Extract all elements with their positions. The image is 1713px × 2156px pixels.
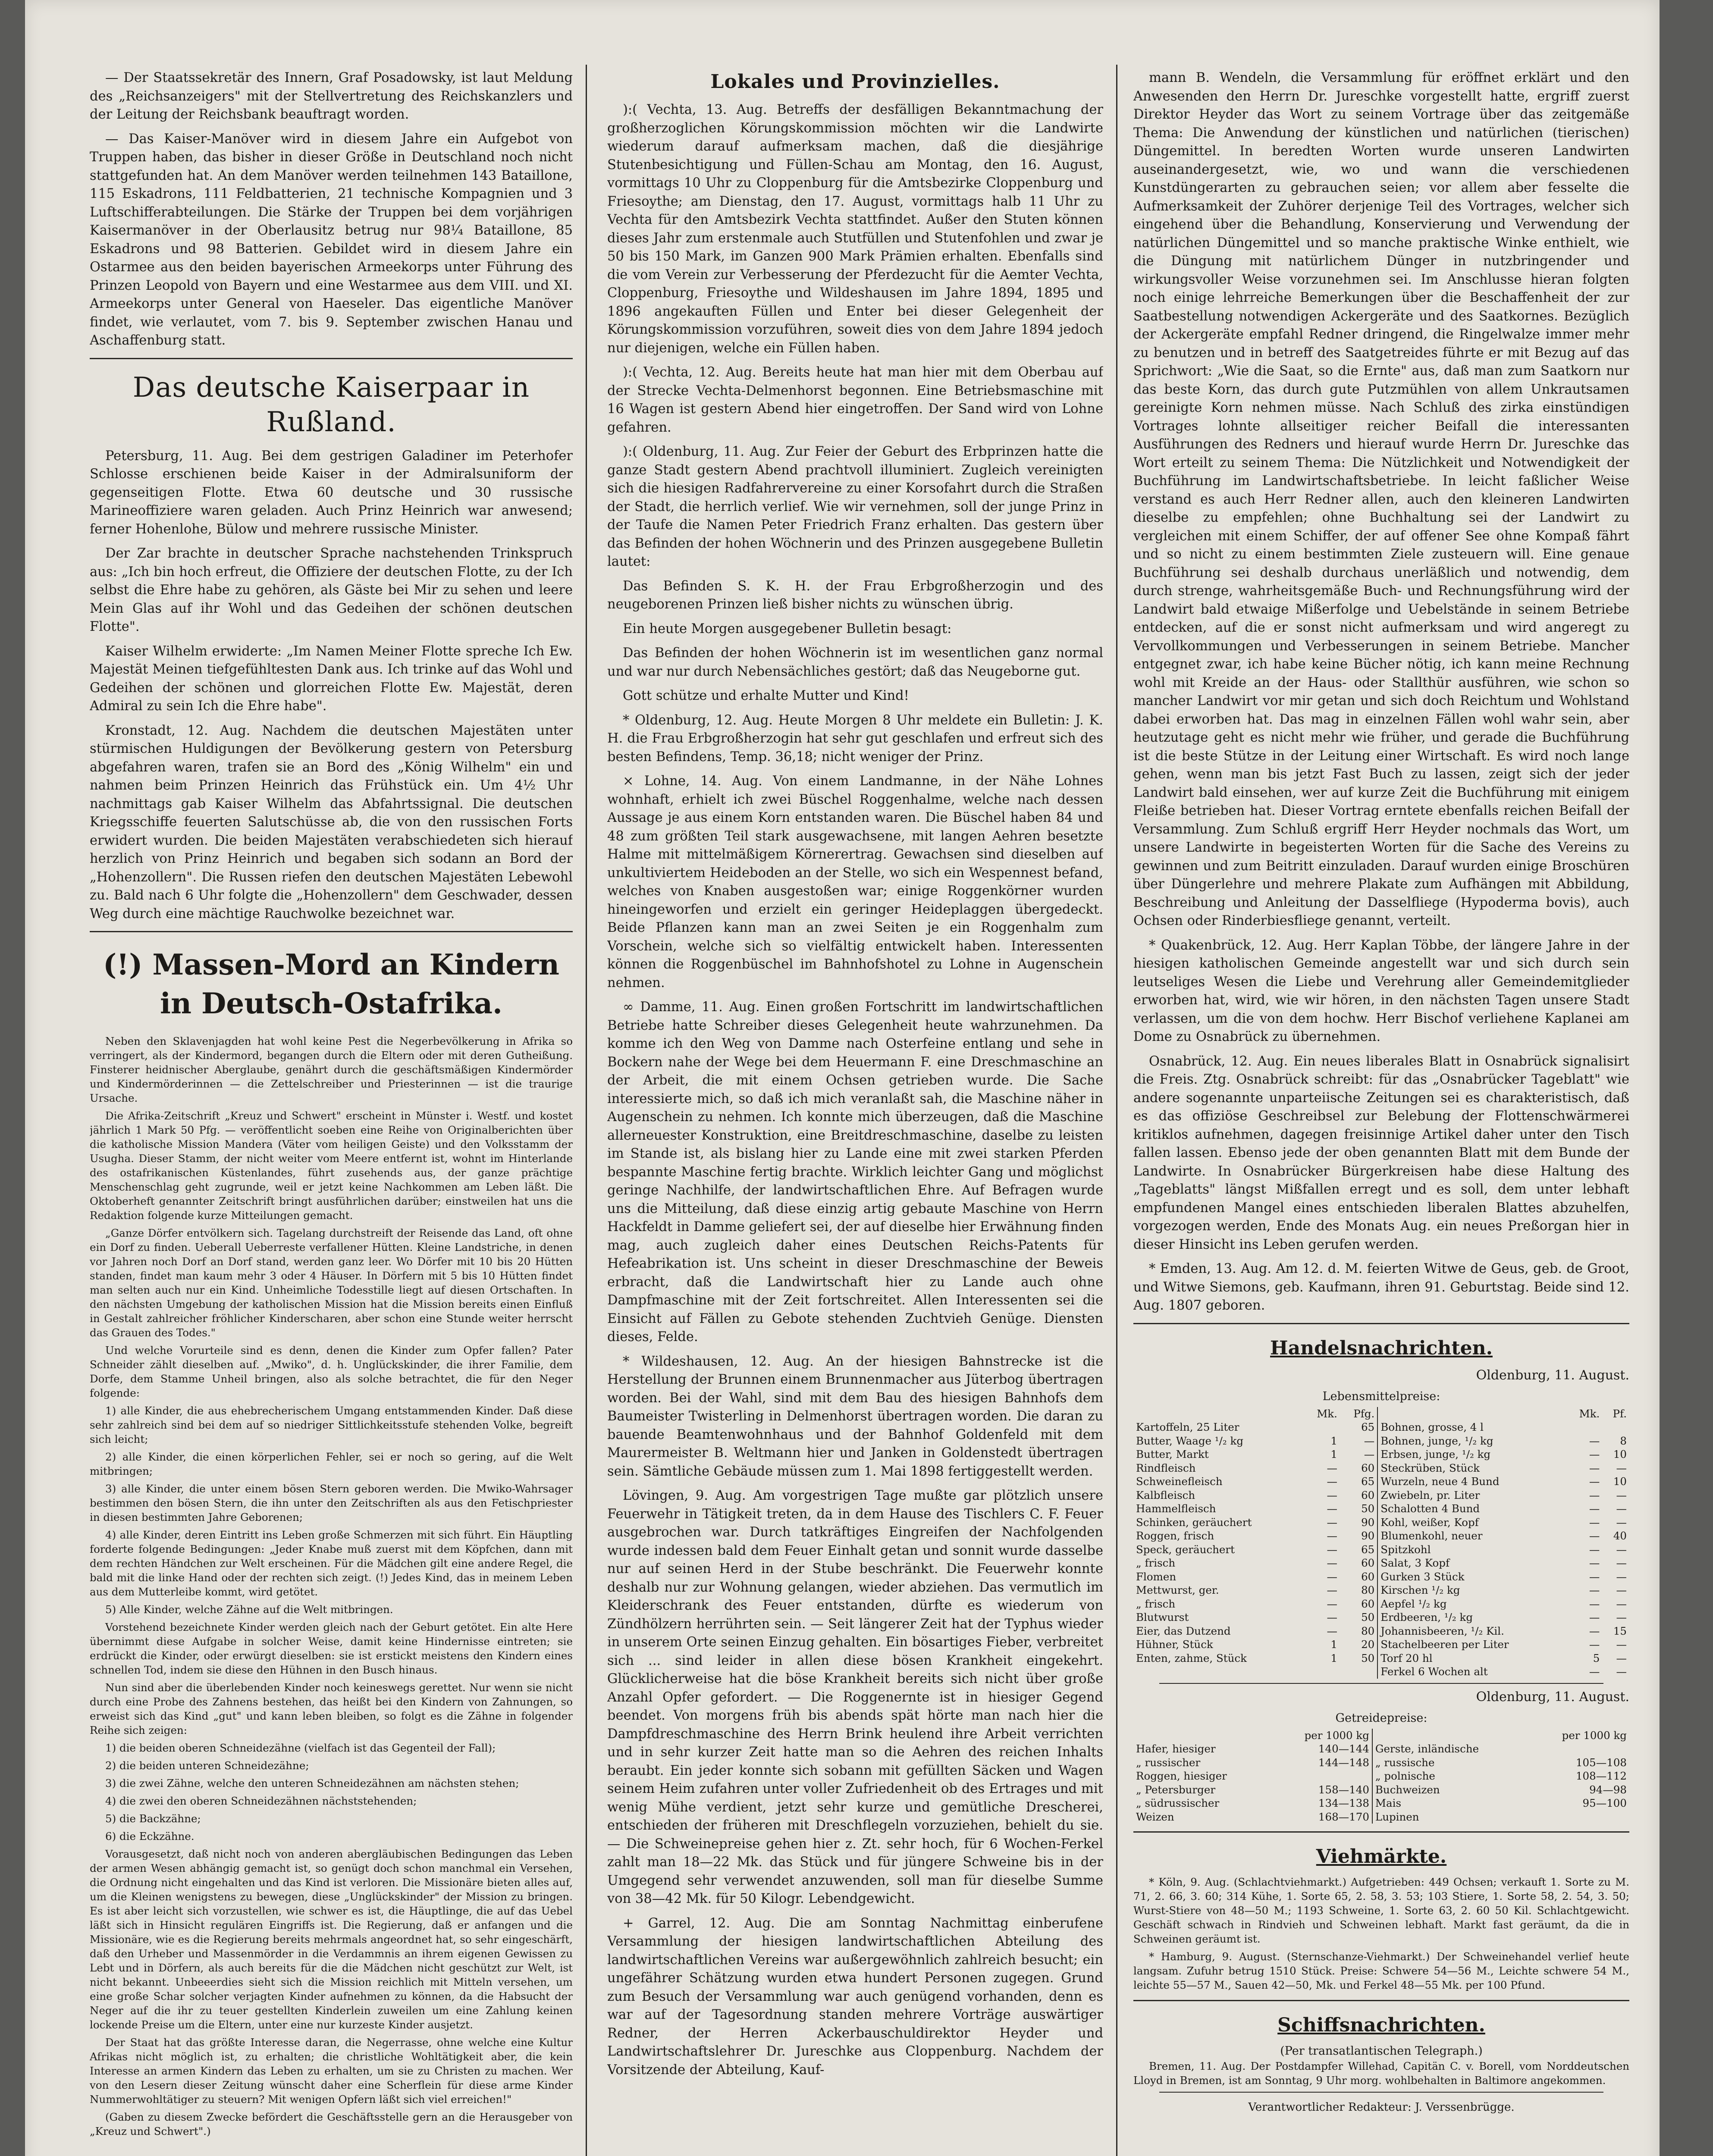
article-paragraph: * Emden, 13. Aug. Am 12. d. M. feierten Witwe de Geus, geb. de Groot, und Witwe Siemons, geb. Kaufmann, ihren 91. Geburtstag. Beide sind 12. Aug. 1807 geboren. <box>1133 1261 1629 1313</box>
table-row <box>1133 1434 1629 1448</box>
price-cell: Gurken 3 Stück <box>1380 1570 1465 1583</box>
price-cell: Torf 20 hl <box>1380 1651 1433 1664</box>
price-cell: „ Petersburger <box>1136 1783 1216 1796</box>
table-row <box>1133 1448 1629 1461</box>
price-cell: Johannisbeeren, ¹/₂ Kil. <box>1380 1624 1504 1637</box>
price-cell <box>1529 1810 1629 1824</box>
table-row <box>1133 1502 1629 1516</box>
price-cell: — <box>1589 1584 1600 1596</box>
price-cell: Salat, 3 Kopf <box>1380 1557 1450 1569</box>
article-paragraph: × Lohne, 14. Aug. Von einem Landmanne, in der Nähe Lohnes wohnhaft, erhielt ich zwei Büschel Roggenhalme, welche nach dessen Aussage je aus einem Korn entstanden waren. Die Büschel haben 84 und 48 zum größten Teil stark ausgewachsene, mit langen Aehren besetzte Halme mit mittelmäßigem Körnerertrag. Gewachsen sind dieselben auf unkultiviertem Heideboden an der Stelle, wo sich ein Wespennest befand, welches von Knaben ausgestoßen war; einige Roggenkörner wurden hineingeworfen und erzielt ein geringer Heideplaggen übergedeckt. Beide Pflanzen kann man an zwei Seiten je ein Roggenhalm zum Vorschein, welche sich so vielfältig entwickelt haben. Interessenten können die Roggenbüschel im Bahnhofshotel zu Lohne in Augenschein nehmen. <box>607 774 1103 990</box>
article-paragraph: Nun sind aber die überlebenden Kinder noch keineswegs gerettet. Nur wenn sie nicht durch eine Probe des Zahnens bestehen, das heißt bei den Kindern von Zahnungen, so erweist sich das Kind „gut" und kann leben bleiben, so folgt es die Zähne in folgender Reihe sich zeigen: <box>90 1681 573 1736</box>
price-cell: — <box>1589 1475 1600 1488</box>
price-cell: — <box>1589 1529 1600 1542</box>
article-paragraph: Die Afrika-Zeitschrift „Kreuz und Schwert" erscheint in Münster i. Westf. und kostet jährlich 1 Mark 50 Pfg. — veröffentlicht soeben eine Reihe von Originalberichten über die katholische Mission Mandera (Väter vom heiligen Geiste) und den Volksstamm der Usugha. Dieser Stamm, der nicht weiter vom Meere entfernt ist, wohnt im Hinterlande des ostafrikanischen Küstenlandes, führt zusehends aus, der ganze prächtige Menschenschlag geht zugrunde, weil er jetzt keine Nachkommen am Leben läßt. Die Oktoberheft genannter Zeitschrift bringt ausführlichen darüber; einstweilen hat uns die Redaktion folgende kurze Mitteilungen gemacht. <box>90 1109 573 1222</box>
price-cell: 60 <box>1340 1489 1377 1502</box>
table-row <box>1133 1597 1629 1611</box>
price-cell: — <box>1616 1516 1627 1529</box>
article-paragraph: Das Befinden S. K. H. der Frau Erbgroßherzogin und des neugeborenen Prinzen ließ bisher nichts zu wünschen übrig. <box>607 578 1103 612</box>
price-cell: „ russischer <box>1136 1756 1201 1769</box>
article-paragraph: 3) alle Kinder, die unter einem bösen Stern geboren werden. Die Mwiko-Wahrsager bestimmen den bösen Stern, die ihn unter den Zeitschriften als aus den Fetischpriester in diesen bestimmten Jahre Geborenen; <box>90 1482 573 1523</box>
price-cell: — <box>1616 1570 1627 1583</box>
price-cell: 5 <box>1593 1651 1600 1664</box>
price-cell: Kohl, weißer, Kopf <box>1380 1516 1479 1529</box>
price-cell: — <box>1589 1434 1600 1447</box>
divider <box>1133 2000 1629 2001</box>
article-paragraph: 6) die Eckzähne. <box>105 1830 195 1843</box>
column-2 <box>607 69 1103 2156</box>
price-cell: 90 <box>1340 1516 1377 1529</box>
article-paragraph: „Ganze Dörfer entvölkern sich. Tagelang durchstreift der Reisende das Land, oft ohne ein Dorf zu finden. Ueberall Ueberreste verfallener Hütten. Kleine Landstriche, in denen vor Jahren noch Dorf an Dorf stand, werden ganz leer. Wo Dörfer mit 10 bis 20 Hütten standen, findet man kaum mehr 3 oder 4 Häuser. In Dörfern mit 5 bis 10 Hütten findet man selten auch nur ein Kind. Unheimliche Todesstille liegt auf diesen Ortschaften. In den nächsten Umgebung der katholischen Mission hat die Mission bereits einen Einfluß in Gestalt zahlreicher fröhlicher Kinderscharen, aber schon eine Stunde weiter herrscht das Grauen des Todes." <box>90 1227 573 1339</box>
table-row <box>1133 1638 1629 1651</box>
table-row <box>1133 1583 1629 1597</box>
price-cell: 158—140 <box>1271 1783 1372 1797</box>
price-cell: Ferkel 6 Wochen alt <box>1380 1665 1488 1678</box>
table-row <box>1133 1611 1629 1624</box>
price-cell: Hühner, Stück <box>1136 1638 1213 1651</box>
table-row <box>1133 1543 1629 1557</box>
price-cell: 50 <box>1340 1502 1377 1516</box>
article-paragraph: 3) die zwei Zähne, welche den unteren Schneidezähnen am nächsten stehen; <box>105 1777 519 1789</box>
lokales-body <box>607 101 1103 2079</box>
article-paragraph: ):( Oldenburg, 11. Aug. Zur Feier der Geburt des Erbprinzen hatte die ganze Stadt gestern Abend prachtvoll illuminiert. Zugleich vereinigten sich die hiesigen Radfahrervereine zu einer Korsofahrt durch die Straßen der Stadt, die herrlich verlief. Wie wir vernehmen, soll der junge Prinz in der Taufe die Namen Peter Friedrich Franz erhalten. Das gestern über das Befinden der hohen Wöchnerin und des Prinzen ausgegebene Bulletin lautet: <box>607 444 1103 569</box>
table-row <box>1133 1556 1629 1570</box>
article-paragraph: ):( Vechta, 13. Aug. Betreffs der desfälligen Bekanntmachung der großherzoglichen Körungskommission möchten wir die Landwirte wiederum darauf aufmerksam machen, daß die diesjährige Stutenbesichtigung und Füllen-Schau am Montag, den 16. August, vormittags 10 Uhr zu Cloppenburg für die Amtsbezirke Cloppenburg und Friesoythe; am Dienstag, den 17. August, vormittags halb 11 Uhr zu Vechta für den Amtsbezirk Vechta stattfindet. Außer den Stuten können dieses Jahr zum erstenmale auch Stutfüllen und Stutenfohlen und zwar je 50 bis 150 Mark, im Ganzen 900 Mark Prämien erhalten. Ebenfalls sind die vom Verein zur Verbesserung der Pferdezucht für die Aemter Vechta, Cloppenburg, Friesoythe und Wildeshausen im Jahre 1894, 1895 und 1896 angekauften Füllen und Enter bei dieser Gelegenheit der Körungskommission vorzuführen, soweit dies von dem Jahre 1894 jedoch nur diejenigen, welche ein Füllen haben. <box>607 102 1103 356</box>
column-rule <box>1116 65 1117 2156</box>
divider <box>1159 2092 1603 2093</box>
price-cell: — <box>1589 1502 1600 1515</box>
price-cell: 65 <box>1340 1420 1377 1434</box>
price-cell: Aepfel ¹/₂ kg <box>1380 1597 1447 1610</box>
price-cell: Schalotten 4 Bund <box>1380 1502 1480 1515</box>
col-header: Pf. <box>1613 1407 1627 1420</box>
table-row <box>1133 1420 1629 1434</box>
price-cell: — <box>1616 1557 1627 1569</box>
price-cell <box>1566 1420 1602 1434</box>
price-cell: — <box>1327 1557 1337 1569</box>
col-header: per 1000 kg <box>1562 1729 1627 1742</box>
price-cell: 60 <box>1340 1461 1377 1475</box>
news-posadowsky: — Der Staatssekretär des Innern, Graf Posadowsky, ist laut Meldung des „Reichsanzeigers" mit der Stellvertretung des Reichskanzlers und der Leitung der Reichsbank beauftragt worden. <box>90 70 573 122</box>
table-row <box>1133 1489 1629 1502</box>
table-row <box>1133 1756 1629 1770</box>
divider <box>1159 1683 1603 1684</box>
price-cell: — <box>1616 1489 1627 1501</box>
schiff-paragraph: Bremen, 11. Aug. Der Postdampfer Willehad, Capitän C. v. Borell, vom Norddeutschen Lloyd in Bremen, ist am Sonntag, 9 Uhr morg. wohlbehalten in Baltimore angekommen. <box>1133 2060 1629 2087</box>
price-cell: — <box>1616 1665 1627 1678</box>
price-cell: 134—138 <box>1271 1796 1372 1810</box>
price-cell: Mettwurst, ger. <box>1136 1584 1219 1596</box>
price-cell: 144—148 <box>1271 1756 1372 1770</box>
article-paragraph: * Quakenbrück, 12. Aug. Herr Kaplan Többe, der längere Jahre in der hiesigen katholischen Gemeinde angestellt war und sich durch sein leutseliges Wesen die Liebe und Verehrung aller Gemeindemitglieder erworben hat, wird, wie wir hören, in den nächsten Tagen unsere Stadt verlassen, um die von dem hochw. Herr Bischof verliehene Kaplanei am Dome zu Osnabrück zu übernehmen. <box>1133 937 1629 1044</box>
price-cell <box>1271 1769 1372 1783</box>
price-cell: — <box>1616 1461 1627 1474</box>
price-cell: — <box>1589 1665 1600 1678</box>
col-header: Pfg. <box>1340 1407 1377 1421</box>
vieh-paragraph: * Hamburg, 9. August. (Sternschanze-Viehmarkt.) Der Schweinehandel verlief heute langsam. Zufuhr betrug 1510 Stück. Preise: Schwere 54—56 M., Leichte schwere 54 M., leichte 55—57 M., Sauen 42—50, Mk. und Ferkel 48—55 Mk. per 100 Pfund. <box>1133 1950 1629 1991</box>
article-paragraph: (Gaben zu diesem Zwecke befördert die Geschäftsstelle gern an die Herausgeber von „Kreuz und Schwert".) <box>90 2111 573 2137</box>
price-cell: 1 <box>1330 1651 1337 1664</box>
price-cell: 140—144 <box>1271 1742 1372 1756</box>
table-row <box>1133 1810 1629 1824</box>
article-paragraph: Vorstehend bezeichnete Kinder werden gleich nach der Geburt getötet. Ein alte Here übernimmt diese Aufgabe in solcher Weise, damit keine Hindernisse eintreten; sie erdrückt die Kinder, oder erwürgt dieselben: sie ist erstickt meistens den Kindern eines schnellen Tod, indem sie diese den Hühnen in den Busch hinaus. <box>90 1621 573 1676</box>
price-cell: 50 <box>1340 1611 1377 1624</box>
price-cell: — <box>1327 1543 1337 1556</box>
price-cell: — <box>1327 1475 1337 1488</box>
article-paragraph: Ein heute Morgen ausgegebener Bulletin besagt: <box>623 621 952 636</box>
article-paragraph: Neben den Sklavenjagden hat wohl keine Pest die Negerbevölkerung in Afrika so verringert, als der Kindermord, begangen durch die Eltern oder mit deren Gutheißung. Finsterer heidnischer Aberglaube, genährt durch die geschäftsmäßigen Kindermörder und Kindermörderinnen — die Zettelschreiber und Priesterinnen — ist die traurige Ursache. <box>90 1035 573 1104</box>
article-paragraph: mann B. Wendeln, die Versammlung für eröffnet erklärt und den Anwesenden den Herrn Dr. Jureschke vorgestellt hatte, ergriff zuerst Direktor Heyder das Wort zu seinem Vortrage über das zeitgemäße Thema: Die Anwendung der künstlichen und natürlichen (tierischen) Düngemittel. In beredten Worten wurde unseren Landwirten auseinandergesetzt, wie, wo und wann die verschiedenen Kunstdüngerarten zu gebrauchen seien; vor allem aber fesselte die Aufmerksamkeit der Zuhörer derjenige Teil des Vortrages, welcher sich eingehend über die Behandlung, Konservierung und Verwendung der natürlichen Düngemittel und so manche praktische Winke enthielt, wie die Düngung mit natürlichem Dünger in nutzbringender und wirkungsvoller Weise vorzunehmen sei. Im Anschlusse hieran folgten noch einige lehrreiche Bemerkungen über die Beschaffenheit der zur Saatbestellung notwendigen Ackergeräte und des Saatkornes. Bezüglich der Ackergeräte empfahl Redner dringend, die Ringelwalze immer mehr zu benutzen und in betreff des Saatgetreides führte er mit Bezug auf das Sprichwort: „Wie die Saat, so die Ernte" aus, daß man zum Saatkorn nur das beste Korn, das durch gute Putzmühlen von allem Unkrautsamen gereinigte Korn nehmen müsse. Nach Schluß des zirka einstündigen Vortrages lohnte allseitiger reicher Beifall die interessanten Ausführungen des Redners und hierauf wurde Herrn Dr. Jureschke das Wort erteilt zu seinem Thema: Die Nützlichkeit und Notwendigkeit der Buchführung im Landwirtschaftsbetriebe. In leicht faßlicher Weise verstand es auch Herr Redner allen, auch den kleineren Landwirten dieselbe zu empfehlen; ohne Buchhaltung sei der Landwirt zu vergleichen mit einem Schiffer, der auf offener See ohne Kompaß fährt und so nicht zu einem bestimmten Ziele zusteuern will. Eine genaue Buchführung sei deshalb durchaus unerläßlich und notwendig, dem durch strenge, wahrheitsgemäße Buch- und Rechnungsführung wird der Landwirt bald etwaige Mißerfolge und Uebelstände in seinem Betriebe entdecken, auf die er sonst nicht aufmerksam und wird angeregt zu Vervollkommungen und Verbesserungen in seinem Betriebe. Mancher entgegnet zwar, ich habe keine Bücher nötig, ich kann meine Rechnung wohl mit Kreide an der Haus- oder Stallthür ausführen, wie schon so mancher Landwirt vor mir getan und sich doch Reichtum und Wohlstand dabei erworben hat. Das mag in einzelnen Fällen wohl wahr sein, aber heutzutage geht es nicht mehr wie früher, und gerade die Buchführung ist die beste Stütze in der Leitung einer Wirtschaft. Es wird noch lange gehen, wenn man bis jetzt Fast Buch zu lassen, zeigt sich der jeder Landwirt bald einsehen, wer auf kurze Zeit die Buchführung mit einigem Fleiße betrieben hat. Dieser Vortrag erntete ebenfalls reichen Beifall der Versammlung. Zum Schluß ergriff Herr Heyder nochmals das Wort, um unsere Landwirte in begeisterten Worten für die Sache des Vereins zu gewinnen und zum Beitritt einzuladen. Darauf wurden einige Broschüren über Düngerlehre und mehrere Plakate zum Aufhängen mit Abbildung, Beschreibung und Anleitung der Dasselfliege (Hypoderma bovis), auch Ochsen oder Rinderbiesfliege genannt, verteilt. <box>1133 70 1629 928</box>
price-cell: 168—170 <box>1271 1810 1372 1824</box>
article-paragraph: * Wildeshausen, 12. Aug. An der hiesigen Bahnstrecke ist die Herstellung der Brunnen einem Brunnenmacher aus Jüterbog übertragen worden. Bei der Wahl, sind mit dem Bau des hiesigen Bahnhofs dem Baumeister Twisterling in Delmenhorst übertragen worden. Die daran zu bauende Beamtenwohnhaus und der Bahnhof Goldenfeld mit dem Maurermeister B. Weltmann hier und Janken in Goldenstedt übertragen sein. Sämtliche Gebäude müssen zum 1. Mai 1898 fertiggestellt werden. <box>607 1354 1103 1479</box>
article-paragraph: ):( Vechta, 12. Aug. Bereits heute hat man hier mit dem Oberbau auf der Strecke Vechta-Delmenhorst begonnen. Eine Betriebsmaschine mit 16 Wagen ist gestern Abend hier eingetroffen. Der Sand wird von Lohne gefahren. <box>607 365 1103 435</box>
article-paragraph: 1) alle Kinder, die aus ehebrecherischem Umgang entstammenden Kinder. Daß diese sehr zahlreich sind bei dem auf so niedriger Sittlichkeitsstufe stehenden Volke, begreift sich leicht; <box>90 1404 573 1445</box>
price-cell: — <box>1589 1638 1600 1651</box>
article-paragraph: Vorausgesetzt, daß nicht noch von anderen abergläubischen Bedingungen das Leben der armen Wesen abhängig gemacht ist, so genügt doch schon manchmal ein Versehen, die Ordnung nicht eingehalten und das Kind ist verloren. Die Missionäre bieten alles auf, um die Kleinen wenigstens zu bewegen, diese „Unglückskinder" der Mission zu bringen. Es ist aber leicht sich vorzustellen, wie schwer es ist, die Häuptlinge, die auf das Uebel läßt sich in Hinsicht regulären Eingriffs ist. Die Regierung, daß er anfangen und die Missionäre, wie es die Regierung bereits mehrmals angeordnet hat, so sehr eingeschärft, daß den Urheber und Massenmörder in die Verdammnis an ihrem eigenen Gewissen zu Lebt und in Dörfern, als auch bereits für die die Mädchen nicht geschützt zur Welt, ist nicht bekannt. Unbeeerdies sieht sich die Mission reichlich mit Mitteln versehen, um eine große Schar solcher verjagten Kinder aufnehmen zu können, da die Habsucht der Neger auf die ihr zu teuer gestellten Kinderlein zuweilen um eine Zahlung keinen lockende Preise um die Eltern, unter eine nur kurzeste Kinder ausjetzt. <box>90 1848 573 2031</box>
price-cell: — <box>1327 1489 1337 1501</box>
section-title-lokales: Lokales und Provinzielles. <box>710 71 1000 93</box>
price-cell: Hafer, hiesiger <box>1136 1742 1216 1755</box>
price-cell: 15 <box>1613 1624 1627 1637</box>
price-cell: Zwiebeln, pr. Liter <box>1380 1489 1480 1501</box>
col-header: Mk. <box>1579 1407 1600 1420</box>
table-row <box>1133 1651 1629 1665</box>
table-row <box>1133 1742 1629 1756</box>
price-cell: Gerste, inländische <box>1375 1742 1479 1755</box>
article-paragraph: 5) Alle Kinder, welche Zähne auf die Welt mitbringen. <box>105 1603 393 1616</box>
article-paragraph: 4) alle Kinder, deren Eintritt ins Leben große Schmerzen mit sich führt. Ein Häuptling forderte folgende Bedingungen: „Jeder Knabe muß zuerst mit dem Köpfchen, dann mit dem rechten Händchen zur Welt erscheinen. Für die Mädchen gilt eine andere Regel, die bald mit die linke Hand oder der rechten sich zeigt. (!) Jedes Kind, das in meinem Leben aus dem Mutterleibe kommt, wird getötet. <box>90 1529 573 1598</box>
price-cell: — <box>1340 1448 1377 1461</box>
price-cell: — <box>1327 1597 1337 1610</box>
price-cell: — <box>1327 1570 1337 1583</box>
price-cell: Butter, Waage ¹/₂ kg <box>1136 1434 1244 1447</box>
price-cell: 60 <box>1340 1597 1377 1611</box>
kaiserpaar-paragraph: Der Zar brachte in deutscher Sprache nachstehenden Trinkspruch aus: „Ich bin hoch erfreut, die Offiziere der deutschen Flotte, zu der Ich selbst die Ehre habe zu gehören, als Gäste bei Mir zu sehen und leere Mein Glas auf ihr Wohl und das Gedeihen der schönen deutschen Flotte". <box>90 546 573 634</box>
price-cell: 105—108 <box>1575 1756 1627 1769</box>
article-paragraph: * Oldenburg, 12. Aug. Heute Morgen 8 Uhr meldete ein Bulletin: J. K. H. die Frau Erbgroßherzogin hat sehr gut geschlafen und erfreut sich des besten Befindens, Temp. 36,18; nicht weniger der Prinz. <box>607 712 1103 765</box>
price-cell: 108—112 <box>1575 1770 1627 1782</box>
table-row <box>1133 1665 1629 1679</box>
price-cell: Weizen <box>1136 1810 1174 1823</box>
vieh-paragraph: * Köln, 9. Aug. (Schlachtviehmarkt.) Aufgetrieben: 449 Ochsen; verkauft 1. Sorte zu M. 71, 2. 66, 3. 60; 314 Kühe, 1. Sorte 65, 2. 58, 3. 53; 103 Stiere, 1. Sorte 58, 2. 54, 3. 50; Wurst-Stiere von 48—50 M.; 1193 Schweine, 1. Sorte 63, 2. 60 50 Kil. Schlachtgewicht. Geschäft schwach in Rindvieh und Schweinen lebhaft. Markt fast geräumt, da die in Schweinen geräumt ist. <box>1133 1876 1629 1945</box>
price-cell: Kalbfleisch <box>1136 1489 1195 1501</box>
price-cell: — <box>1327 1611 1337 1623</box>
price-cell: — <box>1589 1516 1600 1529</box>
price-cell: — <box>1616 1502 1627 1515</box>
massenmord-body <box>90 1034 573 2138</box>
price-cell: — <box>1589 1611 1600 1623</box>
lebensmittel-title: Lebensmittelpreise: <box>1322 1389 1440 1403</box>
table-row <box>1133 1529 1629 1543</box>
price-cell: — <box>1616 1651 1627 1664</box>
price-cell: Bohnen, junge, ¹/₂ kg <box>1380 1434 1493 1447</box>
price-cell: „ russische <box>1375 1756 1435 1769</box>
massenmord-headline: (!) Massen-Mord an Kindern in Deutsch-Ostafrika. <box>103 948 559 1020</box>
price-cell: — <box>1616 1638 1627 1651</box>
newspaper-page <box>25 0 1660 2156</box>
price-cell: Stachelbeeren per Liter <box>1380 1638 1509 1651</box>
price-cell: 1 <box>1330 1434 1337 1447</box>
price-cell: Schweinefleisch <box>1136 1475 1223 1488</box>
article-paragraph: ∞ Damme, 11. Aug. Einen großen Fortschritt im landwirtschaftlichen Betriebe hatte Schreiber dieses Gelegenheit heute wahrzunehmen. Da komme ich den Weg von Damme nach Osterfeine entlang und sehe in Bockern nahe der Wege bei dem Heuermann F. eine Dreschmaschine an der Arbeit, die mit einem Ochsen getrieben wurde. Die Sache interessierte mich, so daß ich mich veranlaßt sah, die Maschine näher in Augenschein zu nehmen. Ich konnte mich überzeugen, daß die Maschine allerneuester Konstruktion, eine Breitdreschmaschine, daselbe zu leisten im Stande ist, als bislang hier zu Lande eine mit zwei starken Pferden bespannte Maschine fertig brachte. Wirklich leichter Gang und möglichst geringe Nachhilfe, der landwirtschaftlichen Ehre. Auf Befragen wurde uns die Mitteilung, daß diese einzig artig gebaute Maschine von Herrn Hackfeldt in Damme geliefert sei, der auf dieselbe hier Erwähnung finden mag, auch zugleich daher eines Deutschen Reichs-Patents für Hefeabrikation ist. Uns scheint in dieser Dreschmaschine der Beweis erbracht, daß die Landwirtschaft hier zu Lande auch ohne Dampfmaschine mit der Zeit fortschreitet. Allen Interessenten sei die Einsicht auf Fällen zu Gebote stehenden Zuchtvieh Genüge. Diensten dieses, Felde. <box>607 1000 1103 1344</box>
price-cell: Blutwurst <box>1136 1611 1189 1623</box>
price-cell: — <box>1589 1557 1600 1569</box>
price-cell: Lupinen <box>1375 1810 1419 1823</box>
price-cell: Erdbeeren, ¹/₂ kg <box>1380 1611 1473 1623</box>
price-cell <box>1602 1420 1629 1434</box>
price-cell: 80 <box>1340 1583 1377 1597</box>
article-paragraph: 1) die beiden oberen Schneidezähne (vielfach ist das Gegenteil der Fall); <box>105 1742 496 1754</box>
price-cell: Roggen, hiesiger <box>1136 1770 1227 1782</box>
price-cell: — <box>1589 1624 1600 1637</box>
article-paragraph: + Garrel, 12. Aug. Die am Sonntag Nachmittag einberufene Versammlung der hiesigen landwirtschaftlichen Abteilung des landwirtschaftlichen Vereins war außergewöhnlich zahlreich besucht; ein ungefährer Schätzung wurden etwa hundert Personen zugegen. Grund zum Besuch der Versammlung war auch genügend vorhanden, denn es war auf der Tagesordnung standen mehrere Vorträge auswärtiger Redner, der Herren Ackerbauschuldirektor Heyder und Landwirtschaftslehrer Dr. Jureschke aus Cloppenburg. Nachdem der Vorsitzende der Abteilung, Kauf- <box>607 1915 1103 2078</box>
price-cell: 50 <box>1340 1651 1377 1665</box>
price-cell: 10 <box>1613 1448 1627 1460</box>
article-paragraph: 2) die beiden unteren Schneidezähne; <box>105 1759 309 1772</box>
price-cell: Spitzkohl <box>1380 1543 1431 1556</box>
price-cell: 95—100 <box>1582 1797 1627 1809</box>
price-cell: — <box>1589 1597 1600 1610</box>
col3-articles <box>1133 69 1629 1315</box>
price-cell: 60 <box>1340 1570 1377 1584</box>
news-kaisermanoever: — Das Kaiser-Manöver wird in diesem Jahre ein Aufgebot von Truppen haben, das bisher in dieser Größe in Deutschland noch nicht stattgefunden hat. An dem Manöver werden teilnehmen 143 Bataillone, 115 Eskadrons, 111 Feldbatterien, 21 technische Kompagnien und 3 Luftschifferabteilungen. Die Stärke der Truppen bei dem vorjährigen Kaisermanöver in der Oberlausitz betrug nur 98¼ Bataillone, 85 Eskadrons und 98 Batterien. Gebildet wird in diesem Jahre ein Ostarmee aus den beiden bayerischen Armeekorps unter Führung des Prinzen Leopold von Bayern und eine Westarmee aus dem VIII. und XI. Armeekorps unter General von Haeseler. Das eigentliche Manöver findet, wie verlautet, vom 7. bis 9. September zwischen Hanau und Aschaffenburg statt. <box>90 131 573 348</box>
table-row <box>1133 1461 1629 1475</box>
getreide-table <box>1133 1729 1629 1824</box>
price-cell: 40 <box>1613 1529 1627 1542</box>
kaiserpaar-headline: Das deutsche Kaiserpaar in Rußland. <box>132 371 530 438</box>
editor-credit: Verantwortlicher Redakteur: J. Verssenbrügge. <box>1248 2101 1515 2114</box>
price-cell: „ frisch <box>1136 1597 1176 1610</box>
column-rule <box>586 65 587 2156</box>
article-paragraph: 5) die Backzähne; <box>105 1812 201 1825</box>
table-row <box>1133 1796 1629 1810</box>
price-cell: 8 <box>1620 1434 1627 1447</box>
divider <box>90 358 573 359</box>
price-cell: — <box>1327 1516 1337 1529</box>
price-cell: 10 <box>1613 1475 1627 1488</box>
col-header: Mk. <box>1317 1407 1337 1420</box>
table-row <box>1133 1516 1629 1529</box>
article-paragraph: Und welche Vorurteile sind es denn, denen die Kinder zum Opfer fallen? Pater Schneider zählt dieselben auf. „Mwiko", d. h. Unglückskinder, die ihrer Familie, dem Dorfe, dem Stamme Unheil bringen, also als solche betrachtet, die für den Neger folgende: <box>90 1344 573 1399</box>
price-cell: — <box>1589 1543 1600 1556</box>
price-cell: Mais <box>1375 1797 1402 1809</box>
price-cell: Speck, geräuchert <box>1136 1543 1235 1556</box>
column-1 <box>90 69 573 2156</box>
price-cell: — <box>1616 1543 1627 1556</box>
price-cell: 1 <box>1330 1638 1337 1651</box>
section-title-handel: Handelsnachrichten. <box>1270 1337 1493 1359</box>
divider <box>1133 1323 1629 1324</box>
price-cell: 60 <box>1340 1556 1377 1570</box>
section-title-vieh: Viehmärkte. <box>1316 1846 1447 1868</box>
price-cell: „ frisch <box>1136 1557 1176 1569</box>
price-cell: Roggen, frisch <box>1136 1529 1214 1542</box>
price-cell: Flomen <box>1136 1570 1177 1583</box>
divider <box>90 931 573 932</box>
table-row <box>1133 1475 1629 1489</box>
section-title-schiff: Schiffsnachrichten. <box>1277 2014 1485 2036</box>
price-cell: 20 <box>1340 1638 1377 1651</box>
price-cell: Kirschen ¹/₂ kg <box>1380 1584 1460 1596</box>
price-cell: Enten, zahme, Stück <box>1136 1651 1247 1664</box>
price-cell: — <box>1589 1461 1600 1474</box>
price-cell: 80 <box>1340 1624 1377 1638</box>
price-cell: — <box>1589 1448 1600 1460</box>
price-cell: Rindfleisch <box>1136 1461 1196 1474</box>
table-row <box>1133 1783 1629 1797</box>
article-paragraph: Der Staat hat das größte Interesse daran, die Negerrasse, ohne welche eine Kultur Afrikas nicht möglich ist, zu erhalten; die christliche Wohltätigkeit aber, die kein Interesse an armen Kindern das Leben zu erhalten, um sie zu Christen zu machen. Wer von den Lesern dieser Zeitung wünscht daher eine Scherflein für diese arme Kinder Nummerwohltätiger zu steuern? Mit wenigen Opfern läßt sich viel erreichen!" <box>90 2036 573 2106</box>
price-cell: Kartoffeln, 25 Liter <box>1136 1421 1239 1433</box>
price-cell: 65 <box>1340 1475 1377 1489</box>
price-cell: Butter, Markt <box>1136 1448 1209 1460</box>
price-cell: Schinken, geräuchert <box>1136 1516 1252 1529</box>
price-cell: 90 <box>1340 1529 1377 1543</box>
price-cell: Erbsen, junge, ¹/₂ kg <box>1380 1448 1491 1460</box>
price-cell: Steckrüben, Stück <box>1380 1461 1480 1474</box>
price-cell <box>1304 1420 1340 1434</box>
handel-place: Oldenburg, 11. August. <box>1476 1367 1629 1383</box>
price-cell: Eier, das Dutzend <box>1136 1624 1231 1637</box>
price-cell: Wurzeln, neue 4 Bund <box>1380 1475 1500 1488</box>
price-cell: — <box>1616 1584 1627 1596</box>
article-paragraph: Osnabrück, 12. Aug. Ein neues liberales Blatt in Osnabrück signalisirt die Freis. Ztg. Osnabrück schreibt: für das „Osnabrücker Tageblatt" wie andere sogenannte unparteiische Zeitungen sei es charakteristisch, daß es das offiziöse Geschreibsel zur Belebung der Flottenschwärmerei kritiklos aufnehmen, dagegen freisinnige Artikel daher unter den Tisch fallen lassen. Ebenso jede der oben genannten Blatt mit dem Bunde der Landwirte. In Osnabrücker Bürgerkreisen habe diese Haltung des „Tageblatts" längst Mißfallen erregt und es soll, dem unter lebhaft empfundenen Mangel eines entschieden liberalen Blattes abzuhelfen, vorgezogen werden, Ende des Monats Aug. ein neues Preßorgan hier in dieser Hinsicht ins Leben gerufen werden. <box>1133 1053 1629 1252</box>
price-cell: 65 <box>1340 1543 1377 1557</box>
price-cell: Blumenkohl, neuer <box>1380 1529 1483 1542</box>
table-row <box>1133 1769 1629 1783</box>
price-cell: Buchweizen <box>1375 1783 1440 1796</box>
price-cell: — <box>1340 1434 1377 1448</box>
article-paragraph: Gott schütze und erhalte Mutter und Kind! <box>623 688 909 703</box>
price-cell <box>1529 1742 1629 1756</box>
kaiserpaar-paragraph: Kaiser Wilhelm erwiderte: „Im Namen Meiner Flotte spreche Ich Ew. Majestät Meinen tiefgefühltesten Dank aus. Ich trinke auf das Wohl und Gedeihen der schönen und glorreichen Flotte Ew. Majestät, deren Admiral zu sein Ich die Ehre habe". <box>90 643 573 714</box>
kaiserpaar-paragraph: Petersburg, 11. Aug. Bei dem gestrigen Galadiner im Peterhofer Schlosse erschienen beide Kaiser in der Admiralsuniform der gegenseitigen Flotte. Etwa 60 deutsche und 30 russische Marineoffiziere waren geladen. Auch Prinz Heinrich war anwesend; ferner Hohenlohe, Bülow und mehrere russische Minister. <box>90 448 573 537</box>
price-cell: — <box>1327 1624 1337 1637</box>
price-cell: — <box>1327 1584 1337 1596</box>
price-cell: „ polnische <box>1375 1770 1435 1782</box>
article-paragraph: 4) die zwei den oberen Schneidezähnen nächststehenden; <box>105 1795 417 1807</box>
article-paragraph: Das Befinden der hohen Wöchnerin ist im wesentlichen ganz normal und war nur durch Nebensächliches gestört; daß das Neugeborne gut. <box>607 646 1103 679</box>
price-cell: — <box>1589 1489 1600 1501</box>
price-cell: — <box>1327 1529 1337 1542</box>
price-cell: — <box>1327 1461 1337 1474</box>
price-cell: 1 <box>1330 1448 1337 1460</box>
article-paragraph: 2) alle Kinder, die einen körperlichen Fehler, sei er noch so gering, auf die Welt mitbringen; <box>90 1451 573 1477</box>
divider <box>1133 1831 1629 1833</box>
price-cell: Bohnen, grosse, 4 l <box>1380 1421 1484 1433</box>
price-cell: — <box>1616 1597 1627 1610</box>
getreide-place: Oldenburg, 11. August. <box>1476 1689 1629 1705</box>
column-3 <box>1133 69 1629 2156</box>
price-cell: — <box>1327 1502 1337 1515</box>
price-cell: — <box>1616 1611 1627 1623</box>
col-header: per 1000 kg <box>1271 1729 1372 1742</box>
price-cell: „ südrussischer <box>1136 1797 1220 1809</box>
price-cell: Hammelfleisch <box>1136 1502 1216 1515</box>
price-cell: 94—98 <box>1589 1783 1627 1796</box>
lebensmittel-table <box>1133 1407 1629 1679</box>
table-row <box>1133 1570 1629 1584</box>
price-cell: — <box>1589 1570 1600 1583</box>
getreide-title: Getreidepreise: <box>1335 1711 1428 1725</box>
kaiserpaar-paragraph: Kronstadt, 12. Aug. Nachdem die deutschen Majestäten unter stürmischen Huldigungen der Bevölkerung gestern von Petersburg abgefahren waren, trafen sie an Bord des „König Wilhelm" ein und nahmen beim Prinzen Heinrich das Frühstück ein. Um 4½ Uhr nachmittags gab Kaiser Wilhelm das Abfahrtssignal. Die deutschen Kriegsschiffe feuerten Salutschüsse ab, die von den russischen Forts erwidert wurden. Die beiden Majestäten verabschiedeten sich hierauf herzlich von Prinz Heinrich und begaben sich sodann an Bord der „Hohenzollern". Die Russen riefen den deutschen Majestäten Lebewohl zu. Bald nach 6 Uhr folgte die „Hohenzollern" dem Geschwader, dessen Weg durch eine mächtige Rauchwolke bezeichnet war. <box>90 723 573 921</box>
article-paragraph: Lövingen, 9. Aug. Am vorgestrigen Tage mußte gar plötzlich unsere Feuerwehr in Tätigkeit treten, da in dem Hause des Tischlers C. F. Feuer ausgebrochen war. Durch tatkräftiges Eingreifen der Nachfolgenden wurde indessen bald dem Feuer Einhalt getan und sonnit wurde dasselbe nur auf seinen Herd in der Stube beschränkt. Die Feuerwehr konnte deshalb nur zur Wohnung gelangen, wieder abziehen. Das vermutlich im Kleiderschrank des Feuer entstanden, dürfte es wiederum von Zündhölzern herrührten sein. — Seit längerer Zeit hat der Typhus wieder in unserem Orte seinen Einzug gehalten. Ein bösartiges Fieber, verbreitet sich ... sind leider in allen diese bösen Krankheit eingekehrt. Glücklicherweise hat die böse Krankheit bereits sich nicht über große Anzahl Opfer gefordert. — Die Roggenernte ist in hiesiger Gegend beendet. Von morgens früh bis abends spät hörte man nach hier die Dampfdreschmaschine des Herrn Brink heulend ihre Arbeit verrichten und in sehr kurzer Zeit hatte man so die Aehren des reichen Inhalts beraubt. Ein jeder konnte sich sobann mit gefüllten Säcken und Wagen seinem Heim zufahren unter voller Zufriedenheit ob des Ertrages und mit wenig Mühe verdient, jetzt sehr kurze und gemütliche Drescherei, entschieden der früheren mit Dreschflegeln vorzuziehen, behielt du sie. — Die Schweinepreise gehen hier z. Zt. sehr hoch, für 6 Wochen-Ferkel zahlt man 18—22 Mk. das Stück und für jüngere Schweine bis in der Umgegend sehr verwendet anzuwenden, soll man für dieselbe Summe von 38—42 Mk. für 50 Kilogr. Lebendgewicht. <box>607 1488 1103 1906</box>
schiff-source: (Per transatlantischen Telegraph.) <box>1280 2044 1483 2058</box>
table-row <box>1133 1624 1629 1638</box>
